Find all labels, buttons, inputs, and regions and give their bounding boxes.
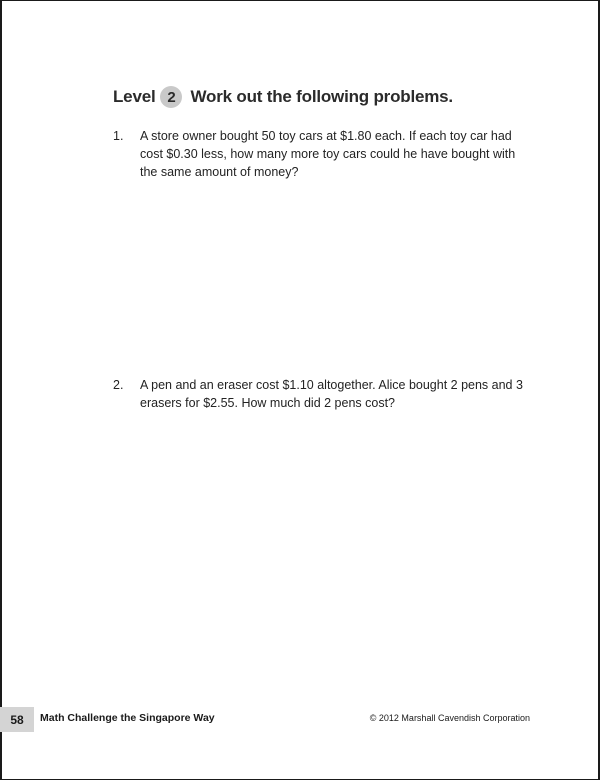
section-heading — [113, 84, 453, 110]
problem-item — [113, 376, 533, 412]
level-label: Level — [113, 87, 156, 106]
problem-item — [113, 127, 533, 181]
problem-text: A store owner bought 50 toy cars at $1.80 each. If each toy car had cost $0.30 less, how many more toy cars could he have bought with the same amount of money? — [140, 129, 516, 179]
book-title: Math Challenge the Singapore Way — [40, 712, 215, 724]
copyright-notice: © 2012 Marshall Cavendish Corporation — [369, 713, 530, 723]
level-number-badge: 2 — [160, 86, 182, 108]
problem-text: A pen and an eraser cost $1.10 altogether. Alice bought 2 pens and 3 erasers for $2.55. How much did 2 pens cost? — [140, 378, 523, 410]
page-number-tab — [0, 707, 34, 732]
problem-number: 2. — [113, 378, 124, 392]
section-instruction: Work out the following problems. — [190, 87, 453, 106]
page-number: 58 — [10, 712, 24, 727]
problem-number: 1. — [113, 129, 124, 143]
